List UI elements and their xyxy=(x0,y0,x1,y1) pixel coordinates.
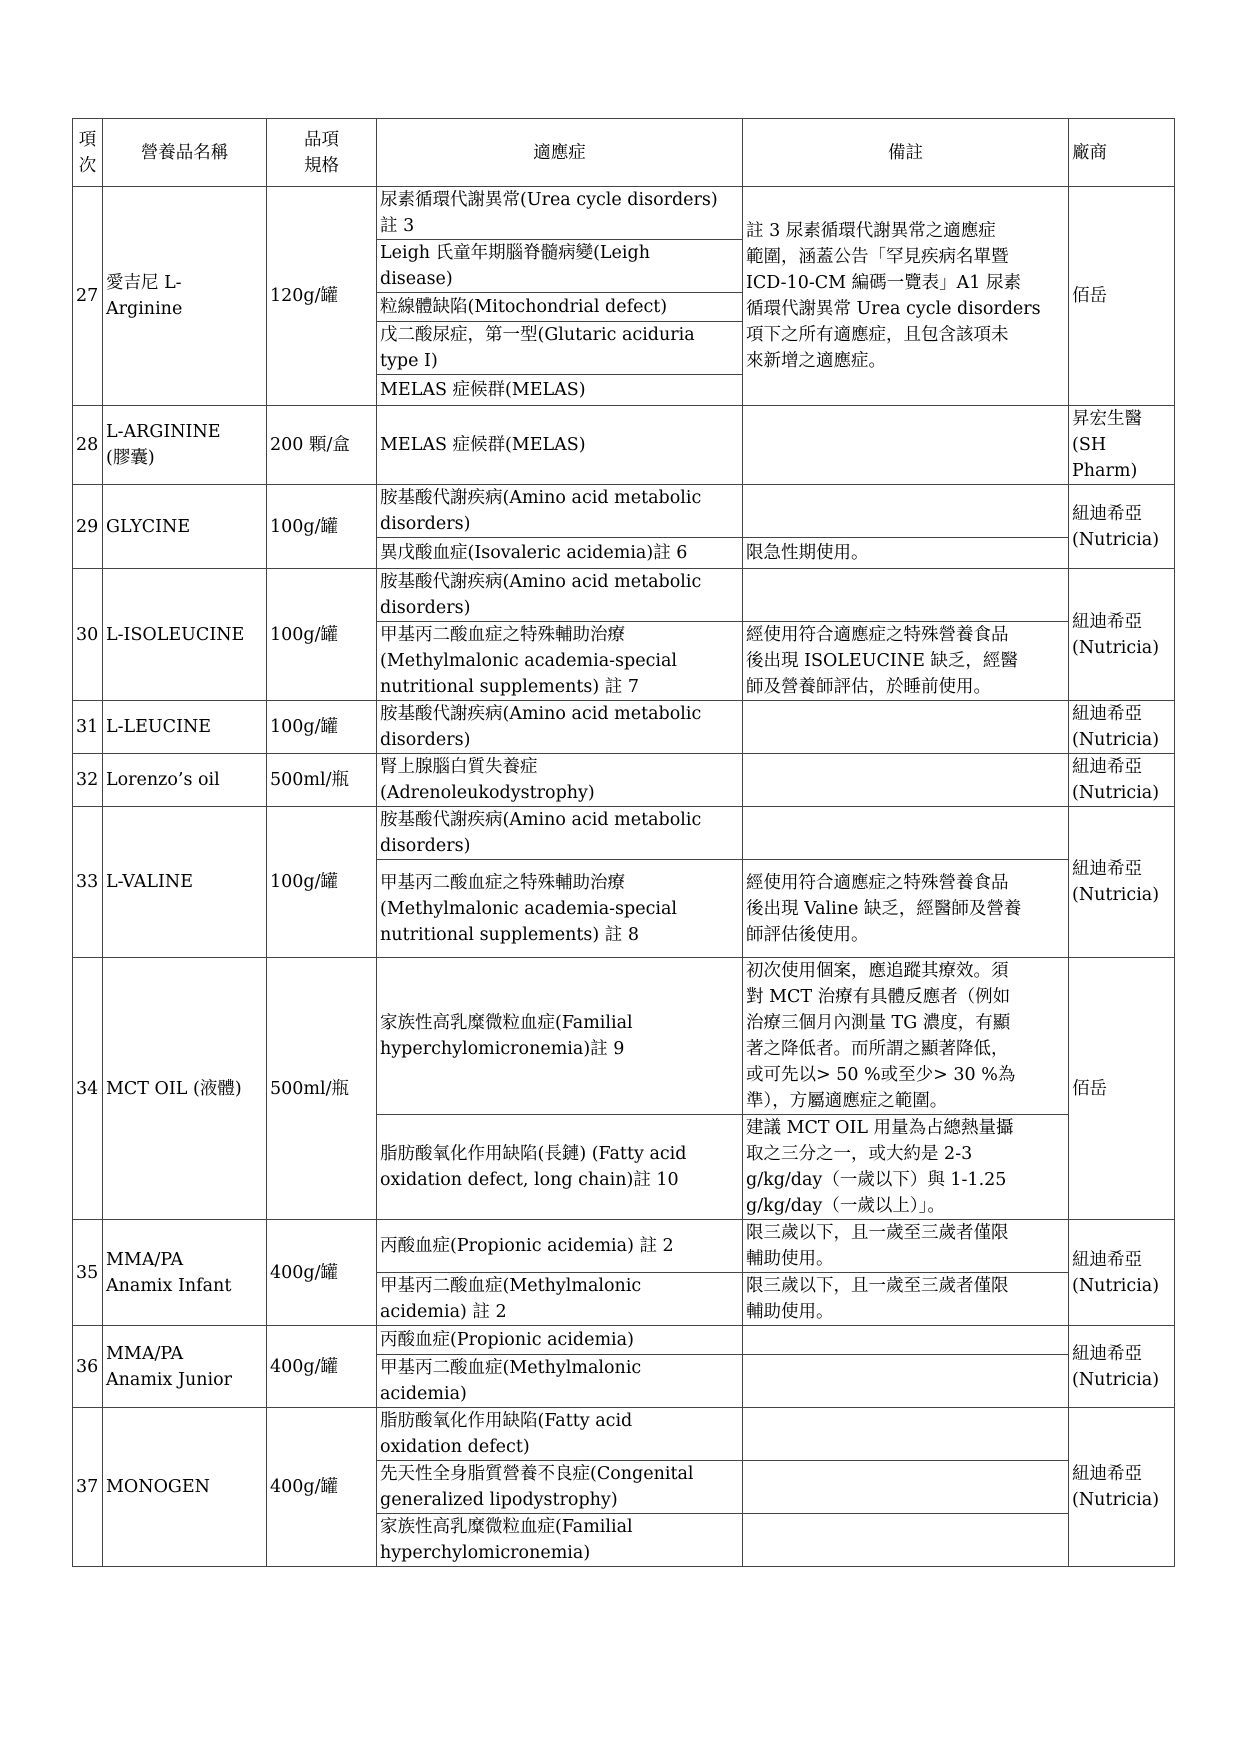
vendor: 佰岳 xyxy=(1069,187,1175,406)
vendor: 紐迪希亞 (Nutricia) xyxy=(1069,569,1175,701)
header-row xyxy=(73,119,1175,187)
vendor: 佰岳 xyxy=(1069,958,1175,1220)
table-row xyxy=(73,187,1175,240)
product-spec: 400g/罐 xyxy=(267,1408,377,1567)
note xyxy=(743,1461,1069,1514)
item-number: 36 xyxy=(73,1326,103,1408)
product-name: L-ISOLEUCINE xyxy=(103,569,267,701)
indication: 胺基酸代謝疾病(Amino acid metabolic disorders) xyxy=(377,701,743,754)
indication: 異戊酸血症(Isovaleric acidemia)註 6 xyxy=(377,538,743,569)
product-name: Lorenzo’s oil xyxy=(103,754,267,807)
indication: MELAS 症候群(MELAS) xyxy=(377,406,743,485)
indication: 胺基酸代謝疾病(Amino acid metabolic disorders) xyxy=(377,485,743,538)
table-row xyxy=(73,958,1175,1115)
item-number: 34 xyxy=(73,958,103,1220)
header-name: 營養品名稱 xyxy=(103,119,267,187)
indication: 甲基丙二酸血症(Methylmalonic acidemia) 註 2 xyxy=(377,1273,743,1326)
note xyxy=(743,1355,1069,1408)
note: 經使用符合適應症之特殊營養食品 後出現 ISOLEUCINE 缺乏，經醫 師及營養師評估，於睡前使用。 xyxy=(743,622,1069,701)
indication: 腎上腺腦白質失養症 (Adrenoleukodystrophy) xyxy=(377,754,743,807)
indication: 胺基酸代謝疾病(Amino acid metabolic disorders) xyxy=(377,569,743,622)
product-name: MMA/PA Anamix Infant xyxy=(103,1220,267,1326)
note: 限急性期使用。 xyxy=(743,538,1069,569)
item-number: 31 xyxy=(73,701,103,754)
product-spec: 400g/罐 xyxy=(267,1326,377,1408)
vendor: 紐迪希亞 (Nutricia) xyxy=(1069,1220,1175,1326)
header-no: 項 次 xyxy=(73,119,103,187)
note xyxy=(743,406,1069,485)
table-row xyxy=(73,1326,1175,1355)
indication: 丙酸血症(Propionic acidemia) 註 2 xyxy=(377,1220,743,1273)
product-name: GLYCINE xyxy=(103,485,267,569)
indication: 尿素循環代謝異常(Urea cycle disorders) 註 3 xyxy=(377,187,743,240)
header-indication: 適應症 xyxy=(377,119,743,187)
indication: Leigh 氏童年期腦脊髓病變(Leigh disease) xyxy=(377,240,743,293)
note xyxy=(743,701,1069,754)
product-spec: 200 顆/盒 xyxy=(267,406,377,485)
vendor: 紐迪希亞 (Nutricia) xyxy=(1069,754,1175,807)
header-vendor: 廠商 xyxy=(1069,119,1175,187)
item-number: 30 xyxy=(73,569,103,701)
note xyxy=(743,754,1069,807)
header-spec: 品項 規格 xyxy=(267,119,377,187)
indication: 戊二酸尿症，第一型(Glutaric aciduria type I) xyxy=(377,322,743,375)
product-name: L-LEUCINE xyxy=(103,701,267,754)
note: 經使用符合適應症之特殊營養食品 後出現 Valine 缺乏，經醫師及營養 師評估後使用。 xyxy=(743,860,1069,958)
item-number: 32 xyxy=(73,754,103,807)
table-row xyxy=(73,1220,1175,1273)
vendor: 紐迪希亞 (Nutricia) xyxy=(1069,1326,1175,1408)
product-spec: 120g/罐 xyxy=(267,187,377,406)
product-spec: 500ml/瓶 xyxy=(267,754,377,807)
indication: 甲基丙二酸血症之特殊輔助治療 (Methylmalonic academia-special nutritional supplements) 註 7 xyxy=(377,622,743,701)
product-name: MCT OIL (液體) xyxy=(103,958,267,1220)
product-spec: 100g/罐 xyxy=(267,569,377,701)
table-row xyxy=(73,406,1175,485)
product-spec: 100g/罐 xyxy=(267,807,377,958)
vendor: 紐迪希亞 (Nutricia) xyxy=(1069,1408,1175,1567)
indication: 丙酸血症(Propionic acidemia) xyxy=(377,1326,743,1355)
table-row xyxy=(73,485,1175,538)
product-name: MONOGEN xyxy=(103,1408,267,1567)
indication: 先天性全身脂質營養不良症(Congenital generalized lipodystrophy) xyxy=(377,1461,743,1514)
note: 建議 MCT OIL 用量為占總熱量攝 取之三分之一，或大約是 2-3 g/kg/day（一歲以下）與 1-1.25 g/kg/day（一歲以上）」。 xyxy=(743,1115,1069,1220)
indication: 家族性高乳糜微粒血症(Familial hyperchylomicronemia) xyxy=(377,1514,743,1567)
note: 註 3 尿素循環代謝異常之適應症 範圍，涵蓋公告「罕見疾病名單暨 ICD-10-CM 編碼一覽表」A1 尿素 循環代謝異常 Urea cycle disorders 項下之所有適應症，且包含該項未 來新增之適應症。 xyxy=(743,187,1069,406)
item-number: 35 xyxy=(73,1220,103,1326)
note: 限三歲以下，且一歲至三歲者僅限 輔助使用。 xyxy=(743,1220,1069,1273)
table-row xyxy=(73,569,1175,622)
indication: MELAS 症候群(MELAS) xyxy=(377,375,743,406)
product-name: L-ARGININE (膠囊) xyxy=(103,406,267,485)
product-name: 愛吉尼 L- Arginine xyxy=(103,187,267,406)
table-row xyxy=(73,754,1175,807)
product-spec: 400g/罐 xyxy=(267,1220,377,1326)
vendor: 紐迪希亞 (Nutricia) xyxy=(1069,701,1175,754)
note xyxy=(743,1408,1069,1461)
note xyxy=(743,485,1069,538)
item-number: 37 xyxy=(73,1408,103,1567)
indication: 家族性高乳糜微粒血症(Familial hyperchylomicronemia)註 9 xyxy=(377,958,743,1115)
note: 初次使用個案，應追蹤其療效。須 對 MCT 治療有具體反應者（例如 治療三個月內測量 TG 濃度，有顯 著之降低者。而所謂之顯著降低， 或可先以> 50 %或至少> 30 %為 準），方屬適應症之範圍。 xyxy=(743,958,1069,1115)
indication: 脂肪酸氧化作用缺陷(長鏈) (Fatty acid oxidation defect, long chain)註 10 xyxy=(377,1115,743,1220)
vendor: 昇宏生醫 (SH Pharm) xyxy=(1069,406,1175,485)
product-spec: 500ml/瓶 xyxy=(267,958,377,1220)
table-row xyxy=(73,701,1175,754)
indication: 脂肪酸氧化作用缺陷(Fatty acid oxidation defect) xyxy=(377,1408,743,1461)
product-name: L-VALINE xyxy=(103,807,267,958)
note xyxy=(743,1326,1069,1355)
table-row xyxy=(73,807,1175,860)
note xyxy=(743,807,1069,860)
item-number: 33 xyxy=(73,807,103,958)
indication: 甲基丙二酸血症之特殊輔助治療 (Methylmalonic academia-special nutritional supplements) 註 8 xyxy=(377,860,743,958)
note xyxy=(743,1514,1069,1567)
product-spec: 100g/罐 xyxy=(267,701,377,754)
item-number: 28 xyxy=(73,406,103,485)
nutrition-product-table xyxy=(72,118,1175,1567)
item-number: 27 xyxy=(73,187,103,406)
header-note: 備註 xyxy=(743,119,1069,187)
vendor: 紐迪希亞 (Nutricia) xyxy=(1069,807,1175,958)
indication: 甲基丙二酸血症(Methylmalonic acidemia) xyxy=(377,1355,743,1408)
product-spec: 100g/罐 xyxy=(267,485,377,569)
indication: 胺基酸代謝疾病(Amino acid metabolic disorders) xyxy=(377,807,743,860)
note xyxy=(743,569,1069,622)
product-name: MMA/PA Anamix Junior xyxy=(103,1326,267,1408)
table-row xyxy=(73,1408,1175,1461)
item-number: 29 xyxy=(73,485,103,569)
indication: 粒線體缺陷(Mitochondrial defect) xyxy=(377,293,743,322)
vendor: 紐迪希亞 (Nutricia) xyxy=(1069,485,1175,569)
note: 限三歲以下，且一歲至三歲者僅限 輔助使用。 xyxy=(743,1273,1069,1326)
